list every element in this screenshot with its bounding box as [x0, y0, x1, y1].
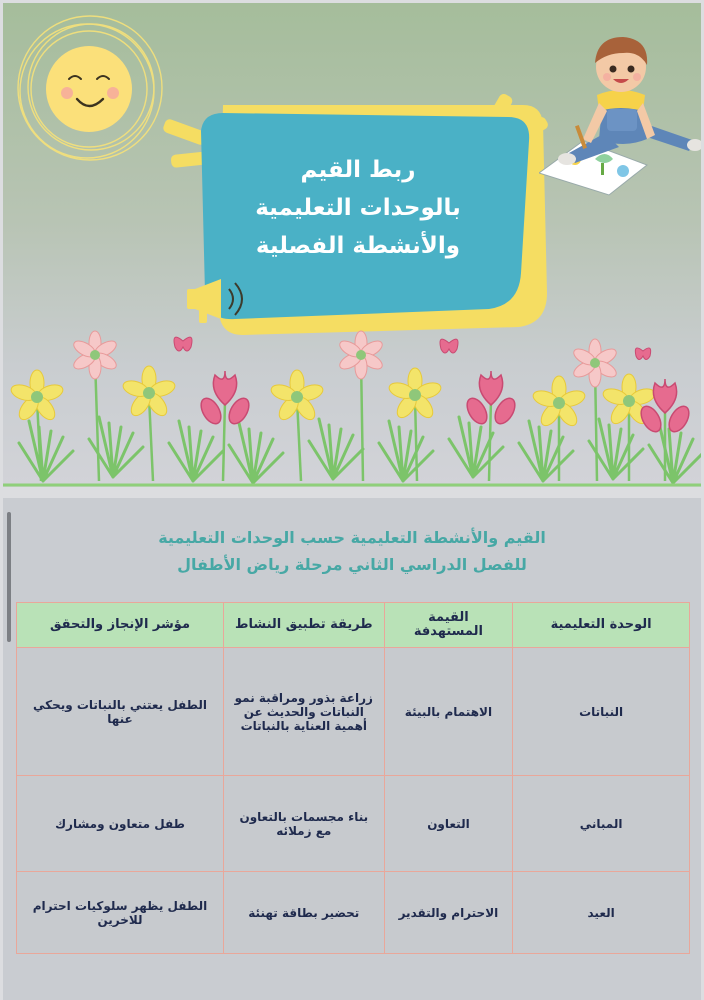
table-row [17, 648, 690, 776]
title-line-1: ربط القيم [300, 157, 416, 183]
cell-value: التعاون [384, 776, 513, 872]
values-activities-table [16, 602, 690, 954]
heading-line-1: القيم والأنشطة التعليمية حسب الوحدات التعليمية [158, 528, 546, 547]
cell-indicator: الطفل يعتني بالنباتات ويحكي عنها [17, 648, 224, 776]
table-header-row [17, 603, 690, 648]
cell-value: الاهتمام بالبيئة [384, 648, 513, 776]
values-table-slide [3, 498, 701, 994]
header-indicator: مؤشر الإنجاز والتحقق [17, 603, 224, 648]
cell-method: زراعة بذور ومراقبة نمو النباتات والحديث عن أهمية العناية بالنباتات [223, 648, 384, 776]
cell-indicator: طفل متعاون ومشارك [17, 776, 224, 872]
cell-unit: المباني [513, 776, 690, 872]
table-heading [3, 524, 701, 578]
cell-unit: العيد [513, 872, 690, 954]
title-line-3: والأنشطة الفصلية [255, 233, 461, 259]
sun-illustration [17, 13, 187, 183]
cell-unit: النباتات [513, 648, 690, 776]
header-unit: الوحدة التعليمية [513, 603, 690, 648]
heading-line-2: للفصل الدراسي الثاني مرحلة رياض الأطفال [177, 555, 527, 574]
cell-method: تحضير بطاقة تهنئة [223, 872, 384, 954]
header-method: طريقة تطبيق النشاط [223, 603, 384, 648]
cell-indicator: الطفل يظهر سلوكيات احترام للاخرين [17, 872, 224, 954]
flower-garden-illustration [3, 321, 701, 487]
title-line-2: بالوحدات التعليمية [255, 195, 461, 221]
next-slide-edge [3, 994, 701, 1000]
header-value: القيمة المستهدفة [384, 603, 513, 648]
cell-value: الاحترام والتقدير [384, 872, 513, 954]
child-drawing-illustration [539, 23, 701, 198]
table-row [17, 776, 690, 872]
table-row [17, 872, 690, 954]
slide-title [208, 143, 508, 273]
title-slide [3, 3, 701, 487]
cell-method: بناء مجسمات بالتعاون مع زملائه [223, 776, 384, 872]
